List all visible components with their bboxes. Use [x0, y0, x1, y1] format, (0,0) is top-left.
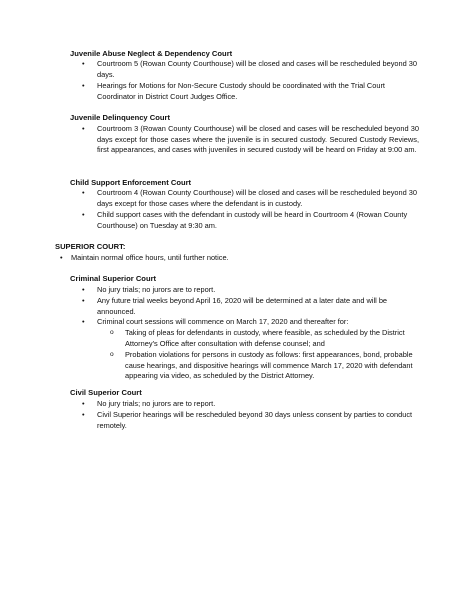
section-heading-juvenile-abuse: Juvenile Abuse Neglect & Dependency Court — [70, 49, 233, 58]
bullet-icon: • — [82, 317, 85, 326]
list-subitem: Taking of pleas for defendants in custody, where feasible, as scheduled by the District Attorney’s Office after consultation with defense counsel; and — [125, 328, 405, 348]
list-item: Courtroom 5 (Rowan County Courthouse) will be closed and cases will be rescheduled beyond 30 days. — [97, 59, 418, 79]
bullet-icon: • — [82, 210, 85, 219]
bullet-icon: • — [82, 81, 85, 90]
list-item: Hearings for Motions for Non-Secure Custody should be coordinated with the Trial Court Coordinator in District Court Judges Office. — [97, 81, 385, 101]
list-subitem: Probation violations for persons in custody as follows: first appearances, bond, probable cause hearings, and dispositive hearings will commence March 17, 2020 with defendant appearing via video, as scheduled by the District Attorney. — [125, 350, 413, 381]
list-item: Courtroom 4 (Rowan County Courthouse) will be closed and cases will be rescheduled beyond 30 days except for those cases where the defendant is in custody. — [97, 188, 418, 208]
bullet-icon: • — [82, 296, 85, 305]
list-item: No jury trials; no jurors are to report. — [97, 399, 216, 408]
sub-bullet-icon: o — [110, 351, 114, 358]
bullet-icon: • — [82, 59, 85, 68]
section-heading-civil-superior: Civil Superior Court — [70, 388, 142, 397]
list-item: No jury trials; no jurors are to report. — [97, 285, 216, 294]
bullet-icon: • — [82, 410, 85, 419]
list-item: Courtroom 3 (Rowan County Courthouse) will be closed and cases will be rescheduled beyond 30 days except for those cases where the juvenile is in secured custody. Secured Custody Reviews, first appearances, and cases with juveniles in secured custody will be heard on Friday at 9:00 am. — [97, 124, 419, 155]
list-item: Civil Superior hearings will be rescheduled beyond 30 days unless consent by parties to conduct remotely. — [97, 410, 413, 430]
list-item: Criminal court sessions will commence on March 17, 2020 and thereafter for: — [97, 317, 349, 326]
section-heading-juvenile-delinquency: Juvenile Delinquency Court — [70, 113, 171, 122]
section-heading-criminal-superior: Criminal Superior Court — [70, 274, 157, 283]
bullet-icon: • — [82, 188, 85, 197]
sub-bullet-icon: o — [110, 329, 114, 336]
list-item: Maintain normal office hours, until further notice. — [71, 253, 229, 262]
list-item: Child support cases with the defendant in custody will be heard in Courtroom 4 (Rowan County Courthouse) on Tuesday at 9:30 am. — [97, 210, 408, 230]
bullet-icon: • — [82, 285, 85, 294]
section-heading-child-support: Child Support Enforcement Court — [70, 178, 192, 187]
list-item: Any future trial weeks beyond April 16, 2020 will be determined at a later date and will be announced. — [97, 296, 388, 316]
bullet-icon: • — [82, 124, 85, 133]
bullet-icon: • — [60, 253, 63, 262]
section-heading-superior-court: SUPERIOR COURT: — [55, 242, 126, 251]
bullet-icon: • — [82, 399, 85, 408]
